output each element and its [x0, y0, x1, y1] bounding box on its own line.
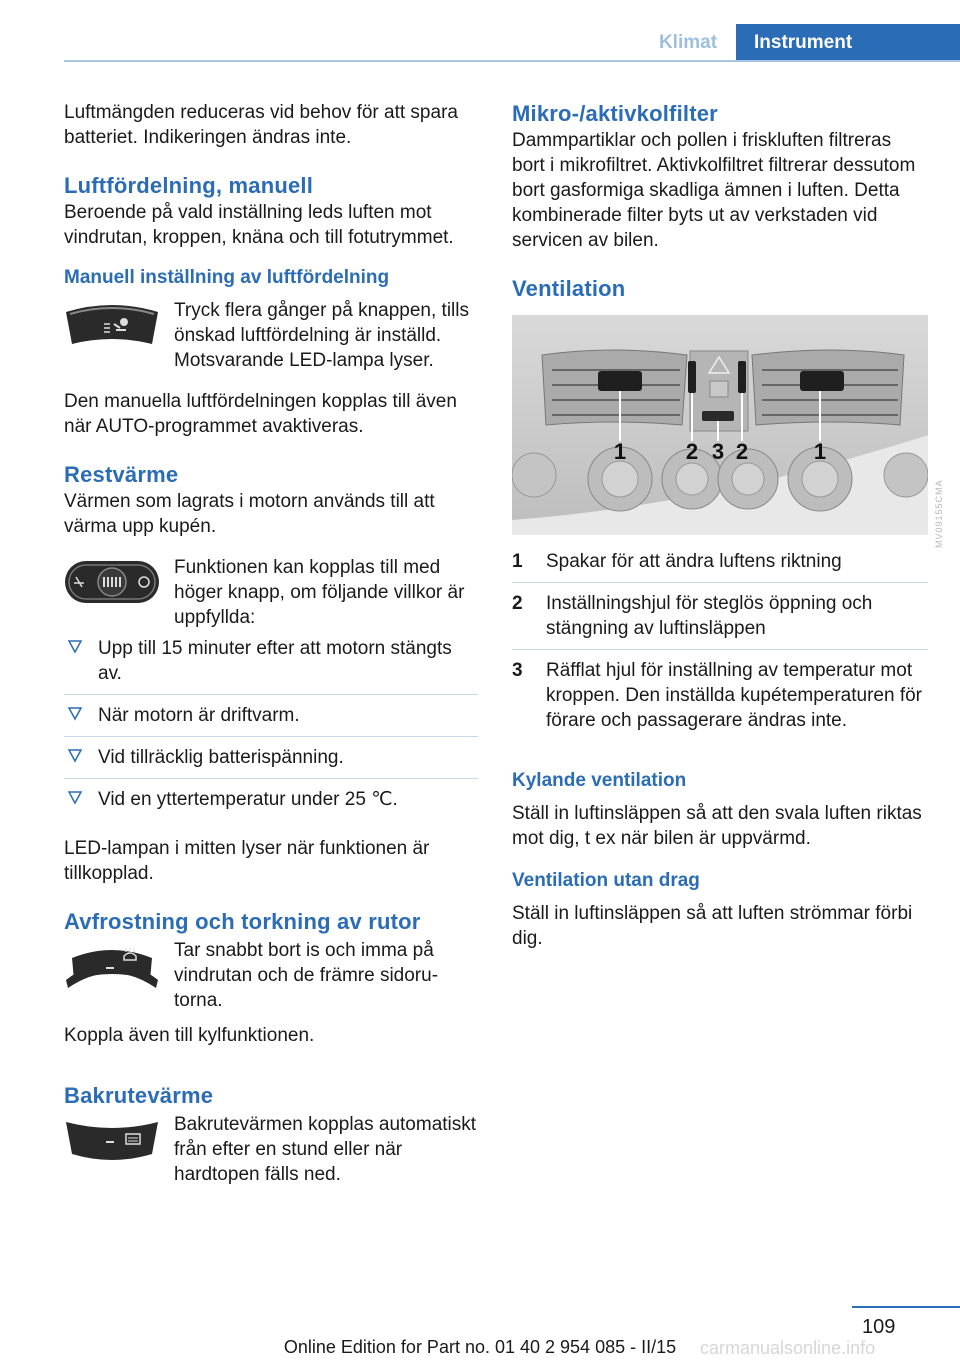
section-air-distribution	[64, 172, 478, 439]
section-title: Ventilation	[512, 276, 626, 301]
condition-list	[64, 636, 478, 820]
list-item: 3 Räfflat hjul för inställning av temperatur mot kroppen. Den inställda kupétemperaturen för förare och passagerare ändras inte.	[512, 660, 923, 731]
page-number: 109	[862, 1316, 896, 1338]
edition-text: Online Edition for Part no. 01 40 2 954 085 - II/15	[283, 1337, 677, 1357]
air-distribution-button-icon	[64, 300, 160, 350]
section-text-2: LED-lampan i mitten lyser när funktionen är tillkopplad.	[64, 838, 430, 884]
intro-text: Luftmängden reduceras vid behov för att spara batteriet. Indikeringen ändras inte.	[64, 102, 458, 148]
section-residual-heat	[64, 461, 478, 886]
section-rear-defrost	[64, 1082, 478, 1187]
dashboard-vents-illustration	[512, 315, 928, 535]
section-title: Luftfördelning, manuell	[64, 173, 314, 198]
watermark: carmanualsonline.info	[700, 1338, 876, 1358]
figure-label-3: 3	[711, 439, 725, 464]
figure-label-2: 2	[685, 439, 699, 464]
figure-label-2b: 2	[735, 439, 749, 464]
right-column	[512, 100, 928, 951]
subsection-title: Manuell inställning av luftfördelning	[64, 267, 390, 288]
page-number-rule	[852, 1306, 960, 1308]
section-defrost	[64, 908, 478, 1048]
button-description	[64, 1112, 478, 1187]
ventilation-figure	[512, 315, 928, 535]
button-text: Tar snabbt bort is och imma på vindrutan och de främre sidorutorna.	[174, 940, 439, 1011]
section-text: Dammpartiklar och pollen i friskluften filtreras bort i mikrofiltret. Aktivkolfiltret filtrerar dessutom bort gasformiga skadliga ämnen i luften. Detta kombinerade filter byts ut av verkstaden vid servicen av bilen.	[512, 130, 916, 251]
section-title: Mikro-/aktivkolfilter	[512, 101, 718, 126]
triangle-bullet-icon	[68, 749, 82, 763]
residual-heat-button-icon	[64, 557, 160, 607]
section-text-2: Den manuella luftfördelningen kopplas till även när AUTO-programmet avaktiveras.	[64, 391, 457, 437]
rear-window-heater-button-icon	[64, 1114, 160, 1164]
callout-list	[512, 549, 928, 741]
button-text: Bakrutevärmen kopplas automatiskt från efter en stund eller när hardtopen fälls ned.	[174, 1114, 477, 1185]
section-text: Beroende på vald inställning leds luften mot vindrutan, kroppen, knäna och till fotutrymmet.	[64, 202, 454, 248]
section-title: Restvärme	[64, 462, 179, 487]
triangle-bullet-icon	[68, 791, 82, 805]
section-text-2: Koppla även till kylfunktionen.	[64, 1025, 315, 1046]
tab-klimat[interactable]: Klimat	[658, 32, 718, 53]
section-cooling-ventilation	[512, 769, 928, 851]
section-ventilation	[512, 275, 928, 741]
triangle-bullet-icon	[68, 707, 82, 721]
subsection-title: Kylande ventilation	[512, 770, 687, 791]
button-description	[64, 938, 478, 1013]
section-draft-free-ventilation	[512, 869, 928, 951]
figure-code: MV09155CMA	[934, 479, 944, 548]
list-item: Vid en yttertemperatur under 25 ℃.	[64, 787, 478, 820]
section-text: Värmen som lagrats i motorn används till att värma upp kupén.	[64, 491, 435, 537]
section-title: Bakrutevärme	[64, 1083, 214, 1108]
button-description	[64, 555, 478, 630]
figure-label-1b: 1	[813, 439, 827, 464]
button-text: Funktionen kan kopplas till med höger knapp, om följande villkor är uppfyllda:	[174, 557, 465, 628]
triangle-bullet-icon	[68, 640, 82, 654]
header-rule	[64, 60, 960, 62]
list-item: 1 Spakar för att ändra luftens riktning	[512, 549, 928, 583]
section-micro-filter	[512, 100, 928, 253]
list-item: Vid tillräcklig batterispänning.	[64, 745, 478, 779]
subsection-title: Ventilation utan drag	[512, 870, 700, 891]
list-item: När motorn är driftvarm.	[64, 703, 478, 737]
section-text: Ställ in luftinsläppen så att luften strömmar förbi dig.	[512, 903, 913, 949]
left-column	[64, 100, 478, 1187]
button-description	[64, 298, 478, 373]
figure-label-1: 1	[613, 439, 627, 464]
defrost-button-icon	[64, 940, 160, 990]
button-text: Tryck flera gånger på knappen, tills önskad luftfördelning är inställd. Motsvarande LED-lampa lyser.	[174, 300, 470, 371]
section-text: Ställ in luftinsläppen så att den svala luften riktas mot dig, t ex när bilen är uppvärmd.	[512, 803, 922, 849]
section-title: Avfrostning och torkning av rutor	[64, 909, 421, 934]
list-item: Upp till 15 minuter efter att motorn stängts av.	[64, 636, 478, 695]
list-item: 2 Inställningshjul för steglös öppning och stängning av luftinsläppen	[512, 591, 928, 650]
tab-instrument[interactable]: Instrument	[736, 24, 960, 62]
